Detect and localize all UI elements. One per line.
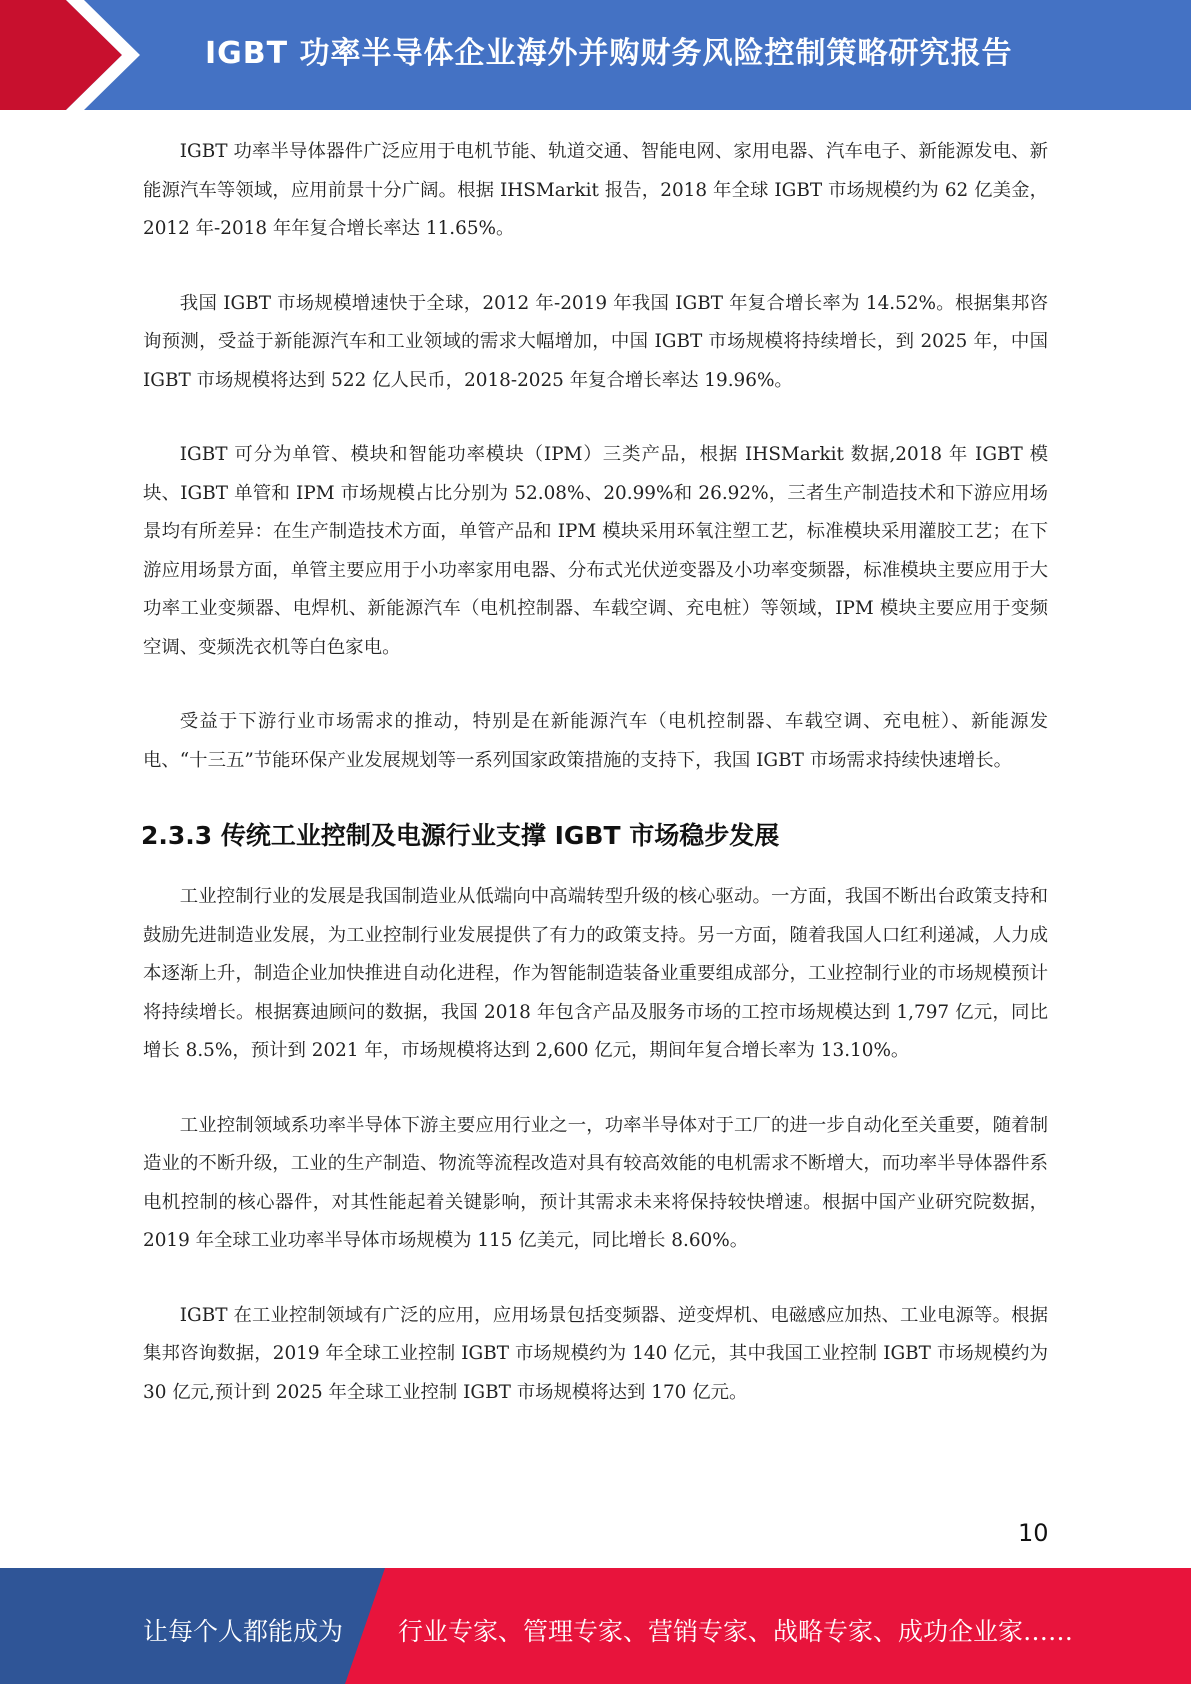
paragraph: 工业控制领域系功率半导体下游主要应用行业之一，功率半导体对于工厂的进一步自动化至关重要，随着制造业的不断升级，工业的生产制造、物流等流程改造对具有较高效能的电机需求不断增大，而功率半导体器件系电机控制的核心器件，对其性能起着关键影响，预计其需求未来将保持较快增速。根据中国产业研究院数据，2019 年全球工业功率半导体市场规模为 115 亿美元，同比增长 8.60%。 bbox=[143, 1114, 1048, 1251]
footer-slogan-left: 让每个人都能成为 bbox=[143, 1617, 344, 1646]
paragraph: 我国 IGBT 市场规模增速快于全球，2012 年-2019 年我国 IGBT 年复合增长率为 14.52%。根据集邦咨询预测，受益于新能源汽车和工业领域的需求大幅增加，中国 IGBT 市场规模将持续增长，到 2025 年，中国 IGBT 市场规模将达到 522 亿人民币，2018-2025 年复合增长率达 19.96%。 bbox=[143, 292, 1048, 391]
page-header bbox=[0, 0, 1191, 110]
footer-slogan-right: 行业专家、管理专家、营销专家、战略专家、成功企业家…… bbox=[398, 1617, 1074, 1646]
section-heading: 2.3.3 传统工业控制及电源行业支撑 IGBT 市场稳步发展 bbox=[141, 821, 780, 850]
report-title: IGBT 功率半导体企业海外并购财务风险控制策略研究报告 bbox=[205, 36, 1013, 71]
page-footer bbox=[0, 1568, 1191, 1684]
header-arrow-decoration bbox=[0, 0, 160, 110]
paragraph: IGBT 在工业控制领域有广泛的应用，应用场景包括变频器、逆变焊机、电磁感应加热、工业电源等。根据集邦咨询数据，2019 年全球工业控制 IGBT 市场规模约为 140 亿元，其中我国工业控制 IGBT 市场规模约为 30 亿元,预计到 2025 年全球工业控制 IGBT 市场规模将达到 170 亿元。 bbox=[143, 1304, 1048, 1403]
paragraph: 受益于下游行业市场需求的推动，特别是在新能源汽车（电机控制器、车载空调、充电桩）、新能源发电、“十三五”节能环保产业发展规划等一系列国家政策措施的支持下，我国 IGBT 市场需求持续快速增长。 bbox=[143, 711, 1048, 771]
page-number: 10 bbox=[1018, 1519, 1049, 1547]
paragraph: IGBT 功率半导体器件广泛应用于电机节能、轨道交通、智能电网、家用电器、汽车电子、新能源发电、新能源汽车等领域，应用前景十分广阔。根据 IHSMarkit 报告，2018 年全球 IGBT 市场规模约为 62 亿美金，2012 年-2018 年年复合增长率达 11.65%。 bbox=[143, 141, 1048, 239]
page-body bbox=[143, 133, 1048, 1448]
paragraph: 工业控制行业的发展是我国制造业从低端向中高端转型升级的核心驱动。一方面，我国不断出台政策支持和鼓励先进制造业发展，为工业控制行业发展提供了有力的政策支持。另一方面，随着我国人口红利递减，人力成本逐渐上升，制造企业加快推进自动化进程，作为智能制造装备业重要组成部分，工业控制行业的市场规模预计将持续增长。根据赛迪顾问的数据，我国 2018 年包含产品及服务市场的工控市场规模达到 1,797 亿元，同比增长 8.5%，预计到 2021 年，市场规模将达到 2,600 亿元，期间年复合增长率为 13.10%。 bbox=[143, 886, 1048, 1061]
paragraph: IGBT 可分为单管、模块和智能功率模块（IPM）三类产品，根据 IHSMarkit 数据,2018 年 IGBT 模块、IGBT 单管和 IPM 市场规模占比分别为 52.08%、20.99%和 26.92%，三者生产制造技术和下游应用场景均有所差异：在生产制造技术方面，单管产品和 IPM 模块采用环氧注塑工艺，标准模块采用灌胶工艺；在下游应用场景方面，单管主要应用于小功率家用电器、分布式光伏逆变器及小功率变频器，标准模块主要应用于大功率工业变频器、电焊机、新能源汽车（电机控制器、车载空调、充电桩）等领域，IPM 模块主要应用于变频空调、变频洗衣机等白色家电。 bbox=[143, 444, 1048, 658]
